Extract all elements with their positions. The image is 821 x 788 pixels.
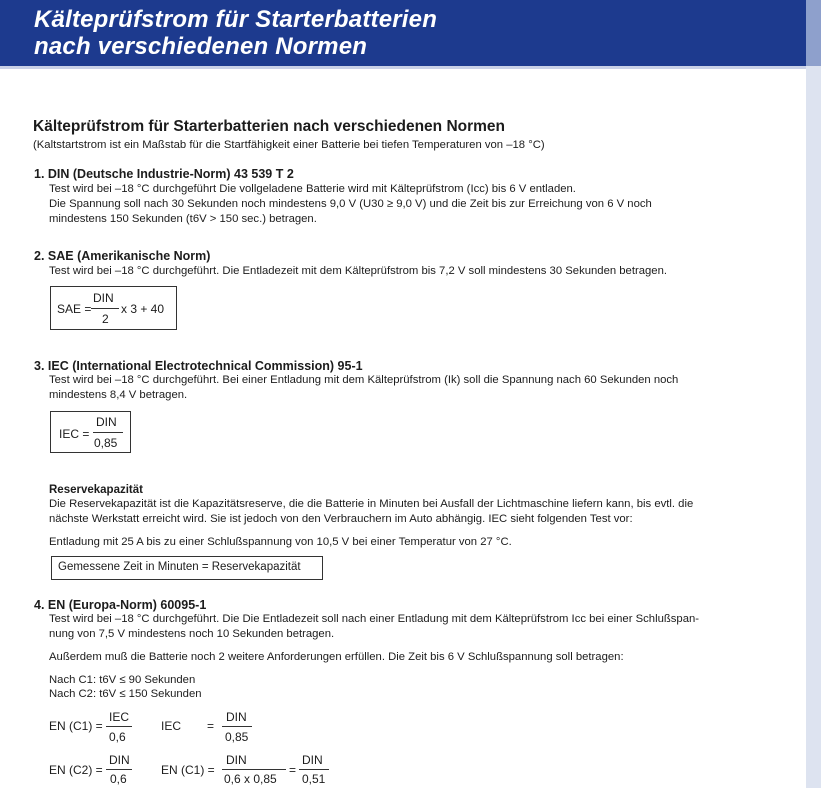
en-f4-numerator-2: DIN [302,753,323,767]
sae-formula-lhs: SAE = [57,302,92,316]
fraction-bar [299,769,329,770]
sae-text-1: Test wird bei –18 °C durchgeführt. Die Entladezeit mit dem Kälteprüfstrom bis 7,2 V soll mindestens 30 Sekunden betragen. [49,265,668,277]
section-iec-heading: 3. IEC (International Electrotechnical Commission) 95-1 [34,359,363,373]
iec-formula-box [50,411,131,453]
reserve-formula: Gemessene Zeit in Minuten = Reservekapazität [58,561,301,573]
iec-text-1: Test wird bei –18 °C durchgeführt. Bei einer Entladung mit dem Kälteprüfstrom (Ik) soll die Spannung nach 60 Sekunden noch [49,374,679,386]
iec-text-2: mindestens 8,4 V betragen. [49,389,188,401]
en-f4-lhs: EN (C1) = [161,763,215,777]
en-text-1: Test wird bei –18 °C durchgeführt. Die Die Entladezeit soll nach einer Entladung mit dem Kälteprüfstrom Icc bei einer Schlußspan- [49,613,700,625]
banner-title-line-2: nach verschiedenen Normen [34,33,368,60]
fraction-bar [106,769,132,770]
en-f4-numerator: DIN [226,753,247,767]
en-f4-equals: = [289,763,297,777]
reserve-formula-box [51,556,323,580]
en-f3-denominator: 0,6 [110,772,127,786]
en-text-2: nung von 7,5 V mindestens noch 10 Sekunden betragen. [49,628,335,640]
en-text-3: Außerdem muß die Batterie noch 2 weitere Anforderungen erfüllen. Die Zeit bis 6 V Schlußspannung soll betragen: [49,651,624,663]
iec-formula-denominator: 0,85 [94,436,118,450]
reserve-heading: Reservekapazität [49,484,143,496]
fraction-bar [222,726,252,727]
sae-formula-box [50,286,177,330]
banner-title-line-1: Kälteprüfstrom für Starterbatterien [34,6,438,33]
din-text-1: Test wird bei –18 °C durchgeführt Die vollgeladene Batterie wird mit Kälteprüfstrom (Icc) bis 6 V entladen. [49,183,576,195]
fraction-bar [91,308,119,309]
section-sae-heading: 2. SAE (Amerikanische Norm) [34,249,211,263]
din-text-2: Die Spannung soll nach 30 Sekunden noch mindestens 9,0 V (U30 ≥ 9,0 V) und die Zeit bis zur Erreichung von 6 V noch [49,198,652,210]
fraction-bar [93,432,123,433]
en-f3-numerator: DIN [109,753,130,767]
en-f2-equals: = [207,719,215,733]
fraction-bar [222,769,286,770]
en-f4-denominator-2: 0,51 [302,772,326,786]
en-c2-requirement: Nach C2: t6V ≤ 150 Sekunden [49,688,202,700]
section-din-heading: 1. DIN (Deutsche Industrie-Norm) 43 539 T 2 [34,167,294,181]
en-f3-lhs: EN (C2) = [49,763,103,777]
page-subtitle: (Kaltstartstrom ist ein Maßstab für die Startfähigkeit einer Batterie bei tiefen Temperaturen von –18 °C) [33,139,545,151]
page-edge [806,0,821,788]
en-f1-lhs: EN (C1) = [49,719,103,733]
en-c1-requirement: Nach C1: t6V ≤ 90 Sekunden [49,674,196,686]
section-en-heading: 4. EN (Europa-Norm) 60095-1 [34,598,207,612]
sae-formula-rest: x 3 + 40 [121,302,165,316]
sae-formula-numerator: DIN [93,291,114,305]
iec-formula-lhs: IEC = [59,427,90,441]
reserve-text-3: Entladung mit 25 A bis zu einer Schlußspannung von 10,5 V bei einer Temperatur von 27 °C. [49,536,512,548]
din-text-3: mindestens 150 Sekunden (t6V > 150 sec.) betragen. [49,213,317,225]
page-title: Kälteprüfstrom für Starterbatterien nach verschiedenen Normen [33,118,506,135]
en-f1-numerator: IEC [109,710,130,724]
iec-formula-numerator: DIN [96,415,117,429]
reserve-text-1: Die Reservekapazität ist die Kapazitätsreserve, die die Batterie in Minuten bei Ausfall der Lichtmaschine liefern kann, bis evtl. die [49,498,694,510]
en-f2-lhs: IEC [161,719,182,733]
en-f2-numerator: DIN [226,710,247,724]
fraction-bar [106,726,132,727]
sae-formula-denominator: 2 [102,312,109,326]
title-banner [0,0,806,69]
reserve-text-2: nächste Werkstatt erreicht wird. Sie ist jedoch von den Verbrauchern im Auto abhängig. IEC sieht folgenden Test vor: [49,513,633,525]
en-f2-denominator: 0,85 [225,730,249,744]
en-f4-denominator: 0,6 x 0,85 [224,772,277,786]
en-f1-denominator: 0,6 [109,730,126,744]
